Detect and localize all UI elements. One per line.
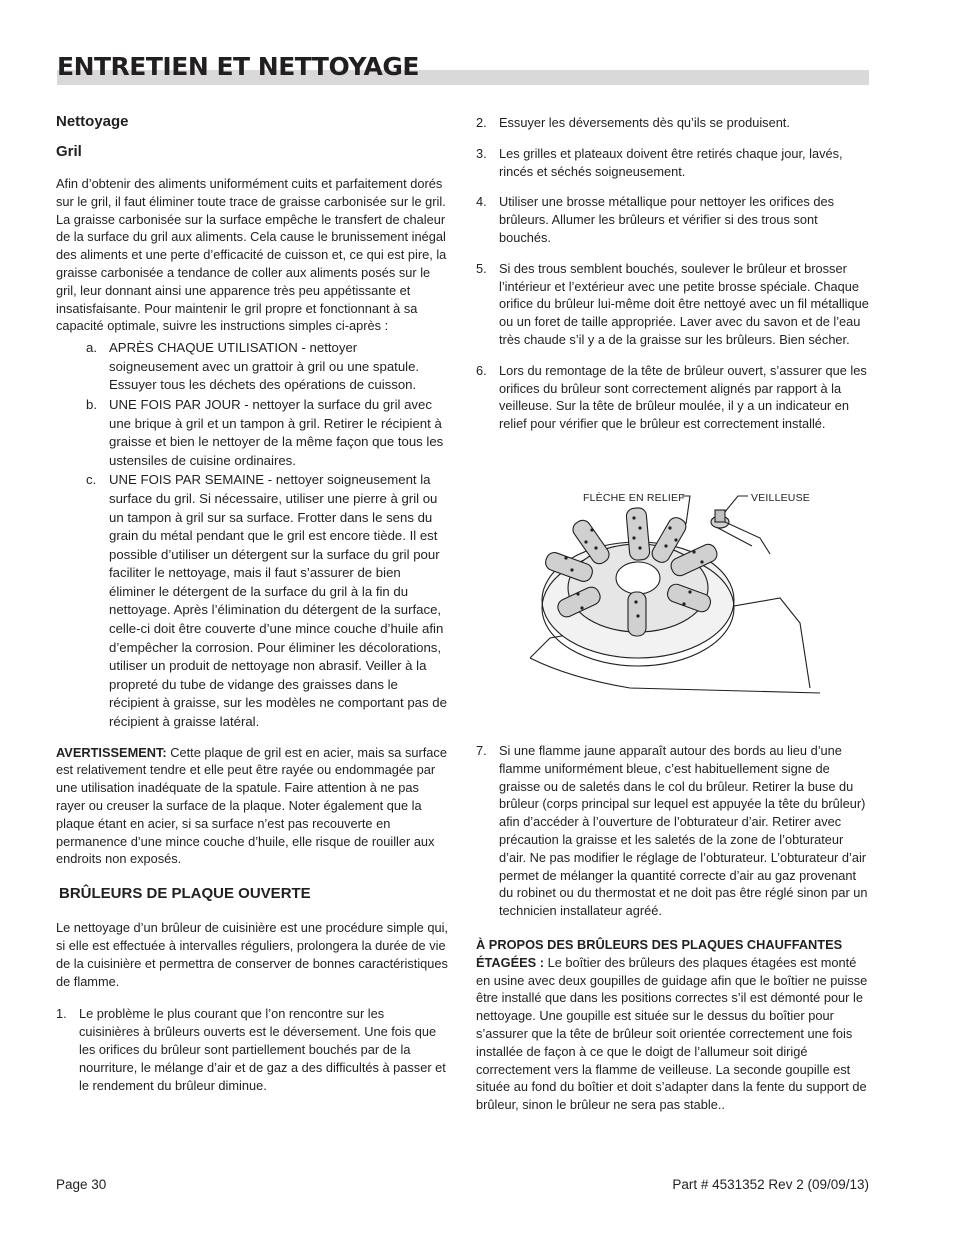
right-column-lower: [476, 742, 870, 1114]
about-paragraph: À PROPOS DES BRÛLEURS DES PLAQUES CHAUFFANTES ÉTAGÉES : Le boîtier des brûleurs des plaques étagées est monté en usine avec deux goupilles de guidage afin que le boîtier ne puisse être installé que dans les positions correctes s’il est démonté pour le nettoyage. Une goupille est située sur le dessus du boîtier pour s’assurer que la tête de brûleur soit orientée correctement une fois installée de façon à ce que le doigt de l’allumeur soit dirigé correctement vers la flamme de veilleuse. La seconde goupille est située au fond du boîtier et doit s’adapter dans la fente du support de brûleur, sinon le brûleur ne sera pas stable..: [476, 936, 868, 1113]
right-column: [476, 114, 870, 433]
list-item: c. UNE FOIS PAR SEMAINE - nettoyer soigneusement la surface du gril. Si nécessaire, utiliser une pierre à gril ou un tampon à gril sur sa surface. Frotter dans le sens du grain du métal pendant que le gril est encore tiède. Il est possible d’utiliser un détergent sur la surface du gril pour faciliter le nettoyage, mais il faut s’assurer de bien éliminer le détergent de la surface du gril à la fin du nettoyage. Après l’élimination du détergent de la surface, celle-ci doit être couverte d’une mince couche d’huile afin d’empêcher la corrosion. Pour éliminer les décolorations, utiliser un produit de nettoyage non abrasif. Veiller à la propreté du tube de vidange des graisses dans le récipient à graisse, sur les modèles ne comportant pas de récipient à graisse latéral.: [86, 472, 447, 730]
list-item: 7. Si une flamme jaune apparaît autour des bords au lieu d’une flamme uniformément bleue, c’est habituellement signe de graisse ou de saletés dans le col du brûleur. Retirer la buse du brûleur (corps principal sur lequel est appuyée la tête du brûleur) afin d’accéder à l’ouverture de l’obturateur d’air. Retirer avec précaution la graisse et les saletés de la zone de l’obturateur d’air. Ne pas modifier le réglage de l’obturateur. L’obturateur d’air permet de mélanger la quantité correcte d’air au gaz provenant du robinet ou du thermostat et ne doit pas être réglé sinon par un technicien installateur agréé.: [476, 743, 868, 919]
list-item: a. APRÈS CHAQUE UTILISATION - nettoyer soigneusement avec un grattoir à gril ou une spatule. Essuyer tous les déchets des opérations de cuisson.: [86, 340, 420, 393]
list-item: 5. Si des trous semblent bouchés, soulever le brûleur et brosser l’intérieur et l’extérieur avec une petite brosse spéciale. Chaque orifice du brûleur lui-même doit être nettoyé avec un fil métallique ou un foret de taille appropriée. Laver avec du savon et de l’eau très chaude s’il y a de la graisse sur les brûleurs. Bien sécher.: [476, 260, 869, 347]
list-item: b. UNE FOIS PAR JOUR - nettoyer la surface du gril avec une brique à gril et un tampon à gril. Retirer le récipient à graisse et bien le nettoyer de la même façon que tous les ustensiles de cuisine ordinaires.: [86, 396, 444, 468]
page-title: ENTRETIEN ET NETTOYAGE: [57, 52, 419, 81]
warning-label: AVERTISSEMENT:: [56, 744, 167, 760]
list-item: 1. Le problème le plus courant que l’on rencontre sur les cuisinières à brûleurs ouverts est le déversement. Une fois que les orifices du brûleur sont partiellement bouchés par de la nourriture, le mélange d’air et de gaz a des difficultés à passer et le rendement du brûleur diminue.: [56, 1006, 446, 1093]
figure-label-pilot: VEILLEUSE: [751, 492, 810, 504]
burner-steps-right-lower: [476, 742, 870, 920]
list-item: 4. Utiliser une brosse métallique pour nettoyer les orifices des brûleurs. Allumer les brûleurs et vérifier si des trous sont bouchés.: [476, 194, 835, 245]
intro-paragraph: Afin d’obtenir des aliments uniformément cuits et parfaitement dorés sur le gril, il faut éliminer toute trace de graisse carbonisée sur le gril. La graisse carbonisée sur la surface empêche le transfert de chaleur de la surface du gril aux aliments. Cela cause le brunissement inégal des aliments et une perte d’efficacité de cuisson et, ce qui est pire, la graisse carbonisée a tendance de coller aux aliments posés sur le gril, leur donnant ainsi une apparence très peu appétissante et insatisfaisante. Pour maintenir le gril propre et fonctionnant à sa capacité optimale, suivre les instructions simples ci-après :: [56, 176, 447, 334]
burner-illustration: [520, 488, 820, 700]
about-title: À PROPOS DES BRÛLEURS DES PLAQUES CHAUFFANTES ÉTAGÉES :: [476, 936, 843, 970]
burner-head-drawing: [520, 488, 820, 700]
cleaning-steps: [56, 339, 448, 731]
page-number: Page 30: [56, 1177, 107, 1192]
figure-label-arrow: FLÈCHE EN RELIEF: [583, 492, 685, 504]
list-item: 3. Les grilles et plateaux doivent être retirés chaque jour, lavés, rincés et séchés soigneusement.: [476, 145, 843, 179]
part-number: Part # 4531352 Rev 2 (09/09/13): [672, 1177, 869, 1192]
section-title: Nettoyage: [56, 113, 129, 130]
subsection-title: Gril: [56, 143, 82, 160]
warning-paragraph: AVERTISSEMENT: Cette plaque de gril est en acier, mais sa surface est relativement tendre et elle peut être rayée ou endommagée par une utilisation inadéquate de la spatule. Faire attention à ne pas rayer ou creuser la surface de la plaque. Noter également que la plaque étant en acier, si sa surface n’est pas recouverte en permanence d’une mince couche d’huile, elle risque de rouiller aux endroits non exposés.: [56, 744, 447, 867]
list-item: 2. Essuyer les déversements dès qu’ils se produisent.: [476, 115, 790, 130]
burner-steps-left: [56, 1005, 448, 1094]
left-column: [56, 112, 448, 1094]
list-item: 6. Lors du remontage de la tête de brûleur ouvert, s’assurer que les orifices du brûleur sont correctement alignés par rapport à la veilleuse. Sur la tête de brûleur moulée, il y a un indicateur en relief pour vérifier que le brûleur est correctement installé.: [476, 362, 867, 432]
burners-title: BRÛLEURS DE PLAQUE OUVERTE: [59, 885, 311, 903]
burner-steps-right: [476, 114, 870, 433]
burners-intro: Le nettoyage d’un brûleur de cuisinière est une procédure simple qui, si elle est effectuée à intervalles réguliers, prolongera la durée de vie de la cuisinière et permettra de conserver de bonnes caractéristiques de flamme.: [56, 920, 448, 989]
